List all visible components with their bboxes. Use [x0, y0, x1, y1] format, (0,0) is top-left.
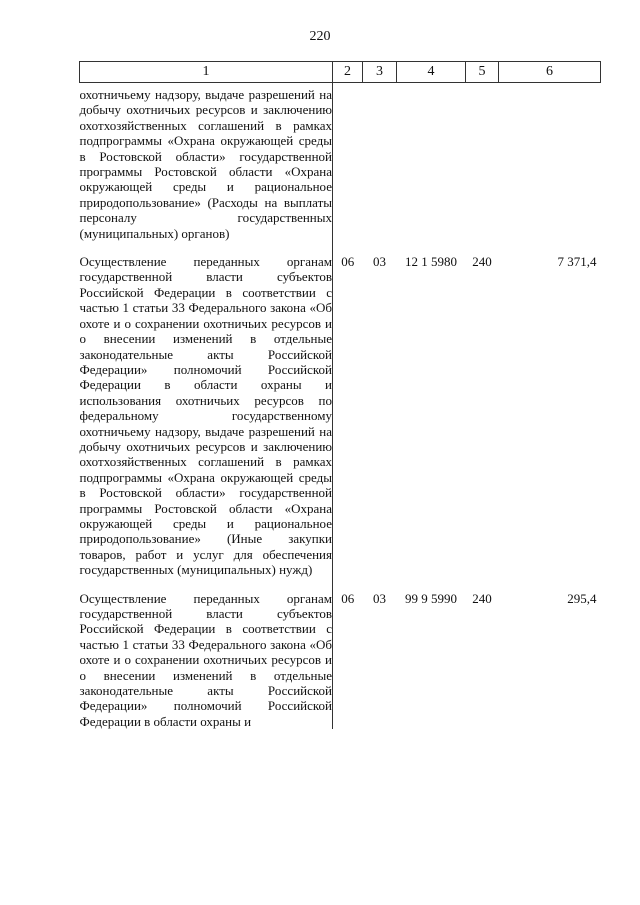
row-expense-type: 240 — [472, 254, 492, 270]
table-row — [80, 241, 601, 578]
header-row — [80, 62, 601, 83]
page-number: 220 — [309, 29, 331, 44]
column-header-target-article: 4 — [397, 62, 466, 83]
row-amount — [499, 83, 601, 242]
row-description: Осуществление переданных органам государственной власти субъектов Российской Федерации в соответствии с частью 1 статьи 33 Федерального закона «Об охоте и о сохранении охотничьих ресурсов и о внесении изменений в отдельные законодательные акты Российской Федерации» полномочий Российской Федерации в области охраны и использования охотничьих ресурсов по федеральному государственному охотничьему надзору, выдаче разрешений на добычу охотничьих ресурсов и заключению охотхозяйственных соглашений в рамках подпрограммы «Охрана окружающей среды в Ростовской области» государственной программы Ростовской области «Охрана окружающей среды и рациональное природопользование» (Иные закупки товаров, работ и услуг для обеспечения государственных (муниципальных) нужд) — [80, 241, 333, 578]
column-header-amount: 6 — [499, 62, 601, 83]
row-expense-type: 240 — [472, 590, 492, 606]
row-subsection: 03 — [373, 590, 386, 606]
row-section: 06 — [341, 254, 355, 270]
column-header-expense-type: 5 — [466, 62, 499, 83]
column-header-description: 1 — [80, 62, 333, 83]
row-subsection — [363, 83, 397, 242]
column-header-section: 2 — [333, 62, 363, 83]
row-target-article: 12 1 5980 — [405, 254, 457, 270]
row-description: Осуществление переданных органам государственной власти субъектов Российской Федерации в соответствии с частью 1 статьи 33 Федерального закона «Об охоте и о сохранении охотничьих ресурсов и о внесении изменений в отдельные законодательные акты Российской Федерации» полномочий Российской Федерации в области охраны и — [80, 578, 333, 730]
row-amount: 7 371,4 — [557, 254, 597, 270]
table-row — [80, 578, 601, 730]
column-header-subsection: 3 — [363, 62, 397, 83]
budget-table — [79, 61, 601, 729]
row-description: охотничьему надзору, выдаче разрешений на добычу охотничьих ресурсов и заключению охотхозяйственных соглашений в рамках подпрограммы «Охрана окружающей среды в Ростовской области» государственной программы Ростовской области «Охрана окружающей среды и рациональное природопользование» (Расходы на выплаты персоналу государственных (муниципальных) органов) — [80, 83, 333, 242]
row-expense-type — [466, 83, 499, 242]
row-subsection: 03 — [373, 254, 386, 270]
row-amount: 295,4 — [567, 590, 597, 606]
row-section: 06 — [341, 590, 355, 606]
table-row — [80, 83, 601, 242]
row-target-article — [397, 83, 466, 242]
row-target-article: 99 9 5990 — [405, 590, 457, 606]
row-section — [333, 83, 363, 242]
